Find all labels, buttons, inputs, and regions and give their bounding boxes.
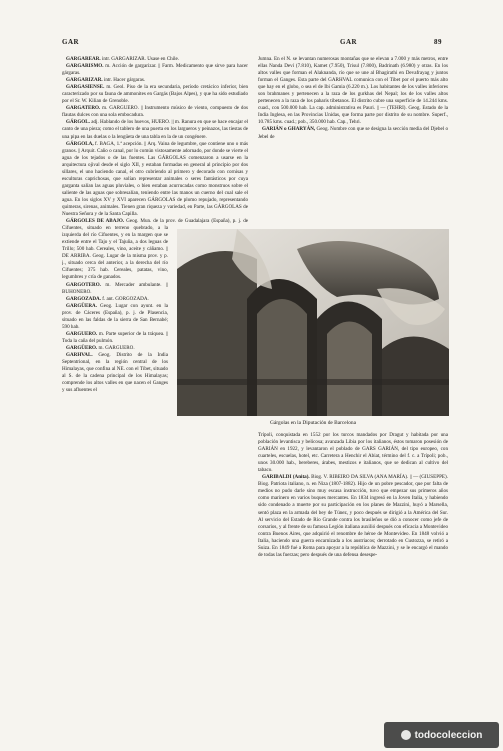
- entry-headword: GARGOTERO.: [66, 281, 101, 288]
- right-column-bottom: [258, 432, 448, 722]
- dictionary-entry: [62, 105, 248, 119]
- entry-headword: GÁRGOLES DE ABAJO.: [66, 218, 125, 225]
- entry-text: Geog. Nombre con que se designa la sección media del Djebel o Jebel de: [258, 126, 448, 140]
- entry-headword: GARGÜERO.: [66, 344, 98, 351]
- entry-text: m. Acción de gargarizar. || Farm. Medicamento que sirve para hacer gárgaras.: [62, 63, 248, 77]
- entry-text: f. ant. GORGOZADA.: [100, 295, 149, 302]
- watermark-text: todocoleccion: [414, 729, 483, 741]
- running-head-left: GAR: [62, 38, 80, 46]
- entry-text: m. Geol. Piso de la era secundaria, período cretácico inferior, bien caracterizado por su fauna de ammonites en Gargás (Bajos Alpes), y que ha sido estudiado por el Sr. W. Kilian de Grenoble.: [62, 84, 248, 105]
- entry-headword: GARGAREAR.: [66, 56, 101, 62]
- entry-text: Geog. Lugar con ayunt. en la prov. de Cáceres (España), p. j. de Plasencia, situado en las faldas de la sierra de San Bernabé; 590 hab.: [62, 302, 168, 330]
- entry-headword: GARGATERO.: [66, 105, 101, 112]
- gargoyles-photo: [177, 229, 449, 416]
- entry-headword: GARGARIZAR.: [66, 77, 103, 84]
- entry-text: m. Mercader ambulante. || BUHONERO.: [62, 281, 168, 295]
- watermark: [384, 722, 499, 748]
- entry-headword: GARGOZADA.: [66, 295, 101, 302]
- entry-headword: GARIBALDI (Anita).: [262, 474, 310, 481]
- dictionary-entry: [62, 119, 248, 140]
- dictionary-entry: [62, 141, 248, 219]
- entry-text: m. GARGUERO. || Instrumento músico de viento, compuesto de dos flautas dulces con una sola embocadura.: [62, 105, 248, 119]
- entry-headword: GARGASIENSE.: [66, 84, 105, 91]
- figure-caption: Gárgolas en la Diputación de Barcelona: [270, 420, 356, 426]
- entry-text: Trípoli, conquistada en 1552 por los turcos mandados por Dragut y habitada por una población levantisca y belicosa; avanzada Libia por los italianos, éstos tomaron posesión de GARIÁN en 1922, y levantaron el poblado de GARS GARIÁN, del tipo europeo, con cuarteles, escuelas, hotel, etc. Carretera a Henchir el Abiat, término del f. c. a Trípoli; pob., unos 30.000 hab., bereberes, árabes, mestizos e italianos, que se dedican al cultivo del tabaco.: [258, 432, 448, 474]
- watermark-logo-icon: [401, 730, 411, 740]
- dictionary-entry: [62, 84, 248, 105]
- page-number: 89: [434, 38, 442, 46]
- entry-text: m. GARGUERO.: [97, 344, 135, 351]
- entry-headword: GARGUERO.: [66, 330, 98, 337]
- right-column-top: [258, 56, 448, 228]
- entry-text: Jumna. En el N. se levantan numerosas montañas que se elevan a 7.000 y más metros, entre ellas Nanda Deví (7.810), Kamet (7.950), Trisul (7.800), Badrinath (6.980) y otras. En los altos valles que forman el Alaknanda, río que se une al Bhagirathi en Devafrayag y juntos forman el Ganges. Esta parte del GARHVAL comunica con el Tibet por el puerto más alto que hay en el globo, o sea el de Ibi Gamia (6.220 m.). Los habitantes de los valles inferiores son brahmanes y pertenecen a la raza de los gurkhas del Nepal; los de los valles altos pertenecen a la raza de los paharis tibetanos. El distrito cubre una superficie de 14.244 kms. cuad., con 500.000 hab. La cap. administrativa es Pauri. || — (TEHRI). Geog. Estado de la India Inglesa, en las Provincias Unidas, que forma parte por distrito de su nombre. Superf., 10.785 kms. cuad.; pob., 350.000 hab. Cap., Tehri.: [258, 56, 448, 126]
- running-head-right: GAR: [340, 38, 358, 46]
- entry-text: intr. GARGARIZAR. Úsase en Chile.: [100, 56, 180, 62]
- dictionary-entry: [258, 126, 448, 140]
- entry-headword: GÁRGOLA,: [66, 140, 94, 147]
- entry-text: Biog. V. RIBEIRO DA SILVA (ANA MARÍA). || — (GIUSEPPE). Biog. Patriota italiano, n. en Niza (1807-1882). Hijo de un pobre pescador, que por falta de medios no pudo darle sino muy escasa instrucción, tuvo que empezar sus primeros años como marinero en varios buques mercantes. En 1834 ingresó en la Joven Italia, y habiendo sido condenado a muerte por su participación en los planes de Mazzini, huyó a Marsella, sentó plaza en la armada del bey de Túnez, y poco después se dirigió a la América del Sur. Al servicio del Estado de Río Grande contra los brasileños se dió a conocer como jefe de corsarios, y al frente de su famosa Legión italiana auxilió después con eficacia a Montevideo contra Buenos Aires, que adquirió el renombre de héroe de Montevideo. En 1848 volvió a Italia, haciendo una guerra encarnizada a los austriacos; derrotado en Custozza, se retiró a Suiza. En 1849 fué a Roma para apoyar a la república de Mazzini, y se le encargó el mando de todas las fuerzas; pero después de una defensa desespe-: [258, 474, 448, 558]
- entry-headword: GARIÁN o GHARYÁN,: [262, 126, 316, 133]
- entry-headword: GARHVAL.: [66, 351, 93, 358]
- entry-headword: GÁRGOL.: [66, 119, 90, 126]
- entry-headword: GARGÜERA.: [66, 302, 97, 309]
- dictionary-entry: [258, 432, 448, 474]
- entry-text: Geog. Distrito de la India Septentrional, en la región central de los Himalayas, que confina al NE. con el Tíbet, situado al S. de la cadena principal de los Himalayas; comprende los altos valles en que nacen el Ganges y sus afluentes el: [62, 351, 168, 394]
- gargoyles-photo-image: [177, 229, 449, 416]
- dictionary-entry: [62, 63, 248, 77]
- dictionary-entry: [62, 56, 248, 63]
- entry-text: Geog. Mun. de la prov. de Guadalajara (España), p. j. de Cifuentes, situado en terreno quebrado, a la izquierda del río Cifuentes, y en la margen que se extiende entre el Tajo y el Tajuña, a dos leguas de Trillo; 500 hab. Cereales, vino, aceite y cáñamo. || DE ARRIBA. Geog. Lugar de la misma prov. y p. j., situado cerca del anterior, a la derecha del río Cifuentes; 375 hab. Cereales, patatas, vino, legumbres y cría de ganados.: [62, 218, 248, 281]
- entry-headword: GARGARISMO.: [66, 63, 104, 70]
- entry-text: adj. Hablando de los huevos, HUERO. || m. Ranura en que se hace encajar el canto de una pieza; como el tablero de una puerta en los largueros y peinazos, las tiestas de una pipa en las duelas o la lengüeta de una tabla en la de un congénere.: [62, 119, 248, 140]
- entry-text: intr. Hacer gárgaras.: [102, 77, 146, 84]
- entry-text: f. BAGA, 1.ª acepción. || Arq. Vaina de legumbre, que contiene uno o más granos. || Arquit. Caño o canal, por lo común vistosamente adornado, por donde se vierte el agua de los tejados o de las fuentes. Las GÁRGOLAS comenzaron a usarse en la arquitectura ojival desde el siglo XII, y estaban formadas en general al principio por dos sillares, el uno haciendo canal, el otro cubriendo al primero y decorado con cornisas y esculturas caprichosas, que solían representar animales o seres fantásticos por cuya garganta salían las aguas pluviales, o bien estaban acurrucadas como monstruos sobre el saliente de las aguas que sobresalían, teniendo entre las manos un cuerno del cual sale el agua. En los siglos XV y XVI aparecen GÁRGOLAS de plomo repujado, representando quimeras, sirenas, animales. Tienen gran riqueza y variedad, en Parte, las GÁRGOLAS de Nuestra Señora y de la Santa Capilla.: [62, 140, 248, 218]
- dictionary-entry: [258, 474, 448, 559]
- dictionary-entry: [258, 56, 448, 126]
- entry-text: m. Parte superior de la tráquea. || Toda la caña del pulmón.: [62, 330, 168, 344]
